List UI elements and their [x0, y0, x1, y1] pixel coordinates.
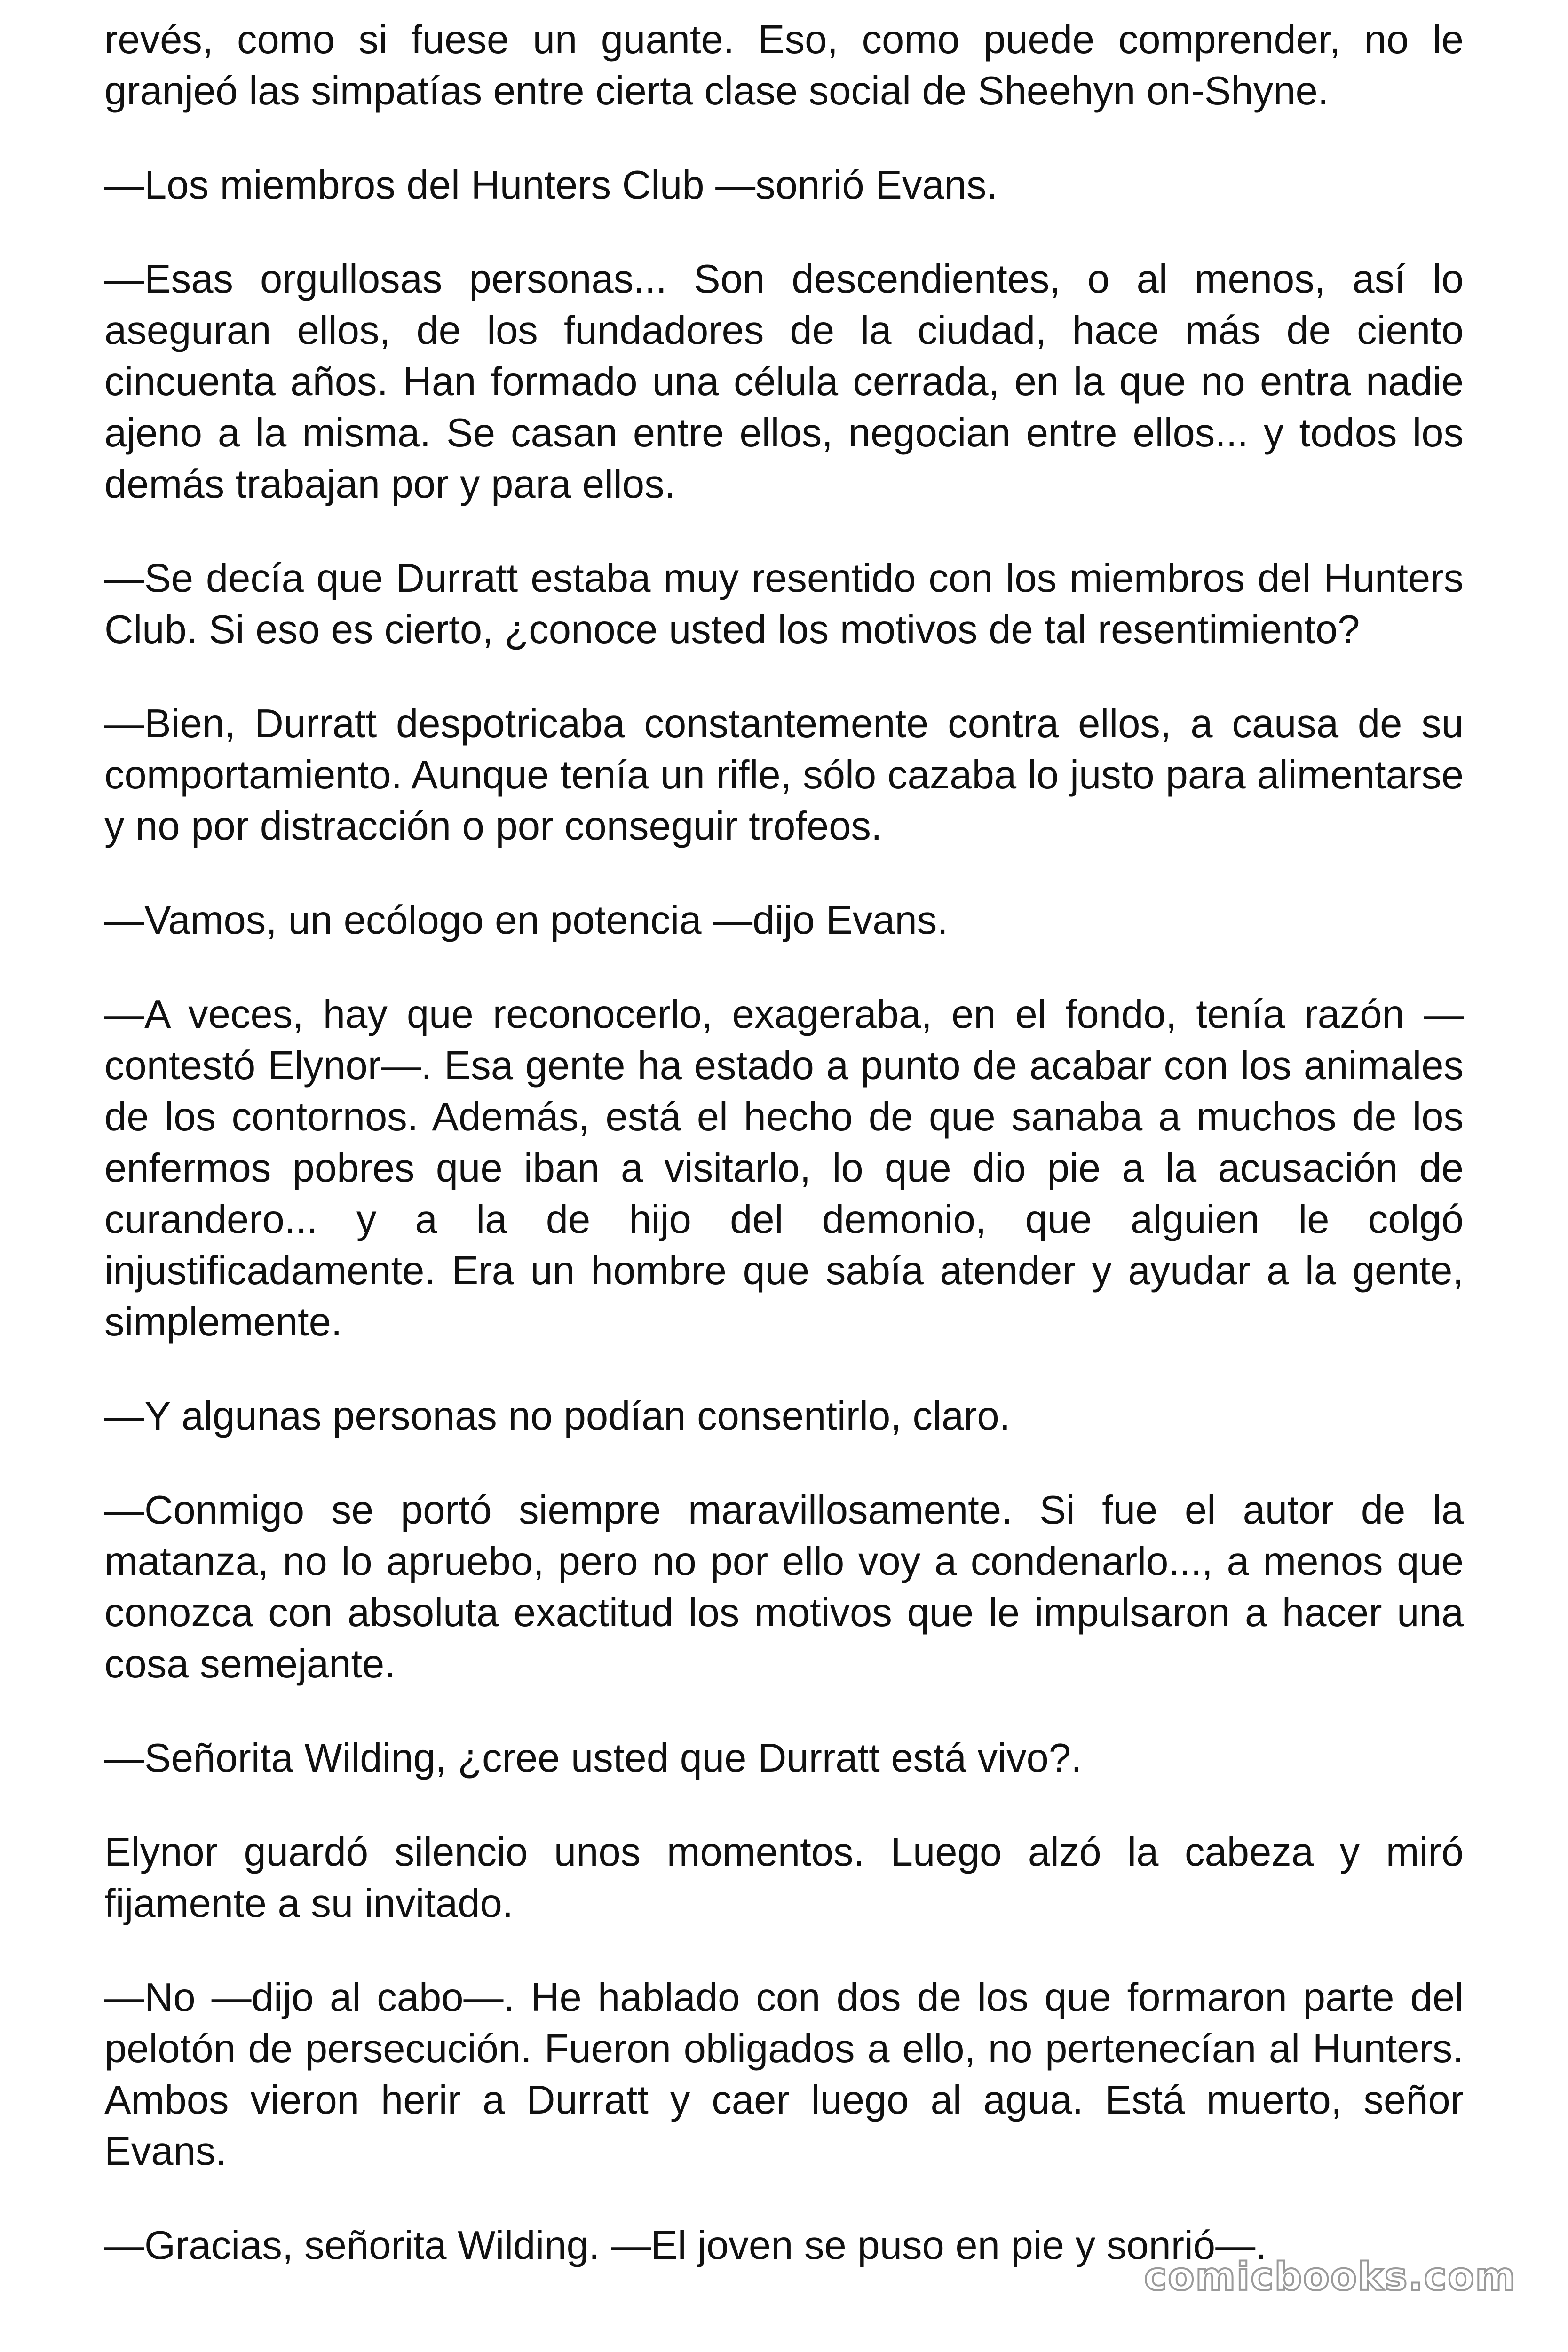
- watermark: comicbooks.com: [1144, 2255, 1516, 2299]
- paragraph: —Conmigo se portó siempre maravillosamente. Si fue el autor de la matanza, no lo apruebo, pero no por ello voy a condenarlo..., a menos que conozca con absoluta exactitud los motivos que le impulsaron a hacer una cosa semejante.: [104, 1488, 1464, 1686]
- paragraph: —Los miembros del Hunters Club —sonrió Evans.: [104, 163, 998, 207]
- paragraph: —Se decía que Durratt estaba muy resentido con los miembros del Hunters Club. Si eso es cierto, ¿conoce usted los motivos de tal resentimiento?: [104, 556, 1464, 652]
- paragraph: Elynor guardó silencio unos momentos. Luego alzó la cabeza y miró fijamente a su invitado.: [104, 1830, 1464, 1926]
- paragraph: —Y algunas personas no podían consentirlo, claro.: [104, 1394, 1011, 1438]
- paragraph: —Gracias, señorita Wilding. —El joven se puso en pie y sonrió—.: [104, 2223, 1267, 2268]
- paragraph: revés, como si fuese un guante. Eso, como puede comprender, no le granjeó las simpatías entre cierta clase social de Sheehyn on-Shyne.: [104, 17, 1464, 113]
- paragraph: —Señorita Wilding, ¿cree usted que Durratt está vivo?.: [104, 1736, 1082, 1780]
- paragraph: —Bien, Durratt despotricaba constantemente contra ellos, a causa de su comportamiento. Aunque tenía un rifle, sólo cazaba lo justo para alimentarse y no por distracción o por conseguir trofeos.: [104, 701, 1464, 849]
- paragraph: —Vamos, un ecólogo en potencia —dijo Evans.: [104, 898, 948, 943]
- paragraph: —No —dijo al cabo—. He hablado con dos de los que formaron parte del pelotón de persecución. Fueron obligados a ello, no pertenecían al Hunters. Ambos vieron herir a Durratt y caer luego al agua. Está muerto, señor Evans.: [104, 1975, 1464, 2174]
- paragraph: —Esas orgullosas personas... Son descendientes, o al menos, así lo aseguran ellos, de los fundadores de la ciudad, hace más de ciento cincuenta años. Han formado una célula cerrada, en la que no entra nadie ajeno a la misma. Se casan entre ellos, negocian entre ellos... y todos los demás trabajan por y para ellos.: [104, 257, 1464, 507]
- paragraph: —A veces, hay que reconocerlo, exageraba, en el fondo, tenía razón —contestó Elynor—. Esa gente ha estado a punto de acabar con los animales de los contornos. Además, está el hecho de que sanaba a muchos de los enfermos pobres que iban a visitarlo, lo que dio pie a la acusación de curandero... y a la de hijo del demonio, que alguien le colgó injustificadamente. Era un hombre que sabía atender y ayudar a la gente, simplemente.: [104, 992, 1464, 1344]
- document-page: [104, 14, 1464, 2271]
